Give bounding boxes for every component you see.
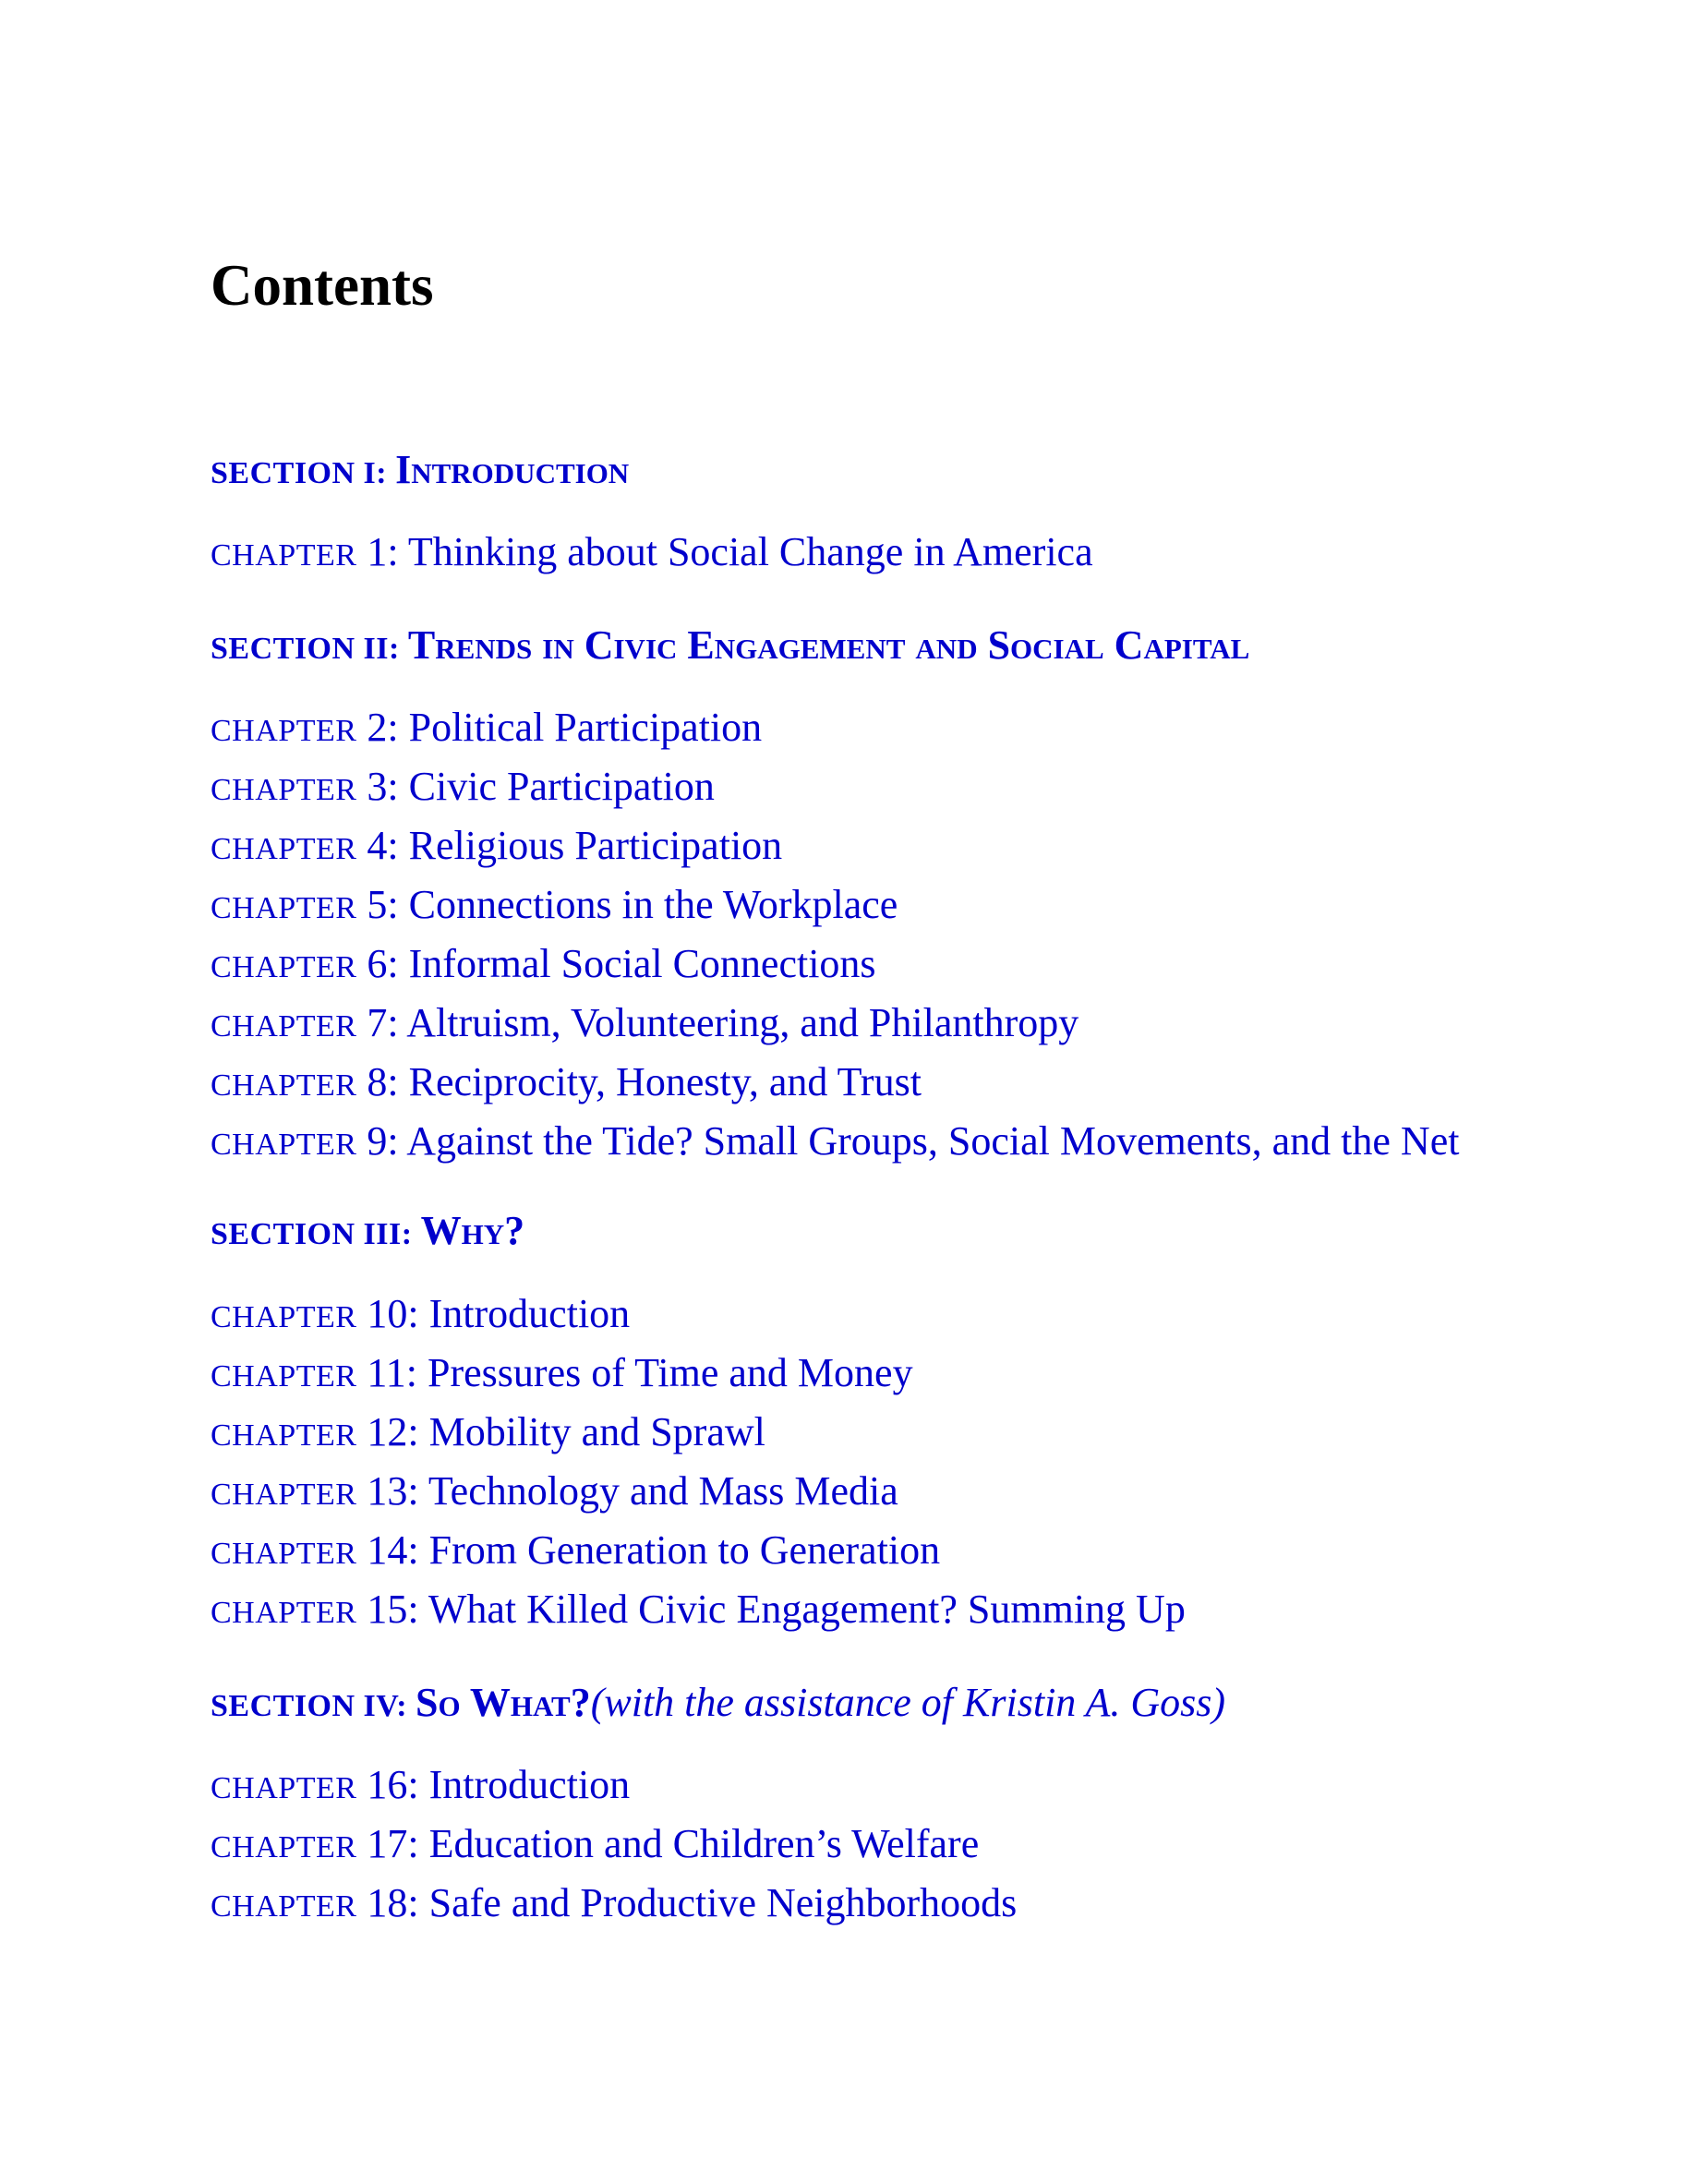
chapter-number: 16: (367, 1761, 419, 1807)
chapter-title: Against the Tide? Small Groups, Social Movements, and the Net (406, 1118, 1460, 1164)
chapter-number: 9: (367, 1118, 399, 1164)
chapter-number: 8: (367, 1059, 399, 1105)
contents-page (211, 0, 1466, 2184)
chapter-label: CHAPTER (211, 1477, 357, 1512)
chapter-label: CHAPTER (211, 1829, 357, 1864)
chapter-title: Political Participation (408, 705, 763, 751)
section-label: SECTION IV: (211, 1688, 408, 1723)
chapter-number: 14: (367, 1526, 419, 1573)
chapter-number: 11: (367, 1349, 418, 1395)
chapter-title: Education and Children’s Welfare (428, 1820, 980, 1866)
chapter-label: CHAPTER (211, 1068, 357, 1104)
chapter-link-4[interactable] (211, 818, 1466, 877)
chapter-title: What Killed Civic Engagement? Summing Up (428, 1586, 1186, 1632)
chapter-number: 1: (367, 529, 399, 575)
section-label: SECTION III: (211, 1217, 413, 1252)
chapter-link-17[interactable] (211, 1816, 1466, 1876)
section-heading-4[interactable] (211, 1676, 1466, 1729)
chapter-link-2[interactable] (211, 700, 1466, 759)
chapter-number: 2: (367, 705, 399, 751)
chapter-list (211, 1757, 1466, 1935)
chapter-link-10[interactable] (211, 1286, 1466, 1345)
section-title: Trends in Civic Engagement and Social Capital (407, 622, 1250, 669)
chapter-title: Connections in the Workplace (408, 882, 898, 928)
chapter-number: 6: (367, 941, 399, 987)
chapter-link-1[interactable] (211, 525, 1466, 584)
chapter-number: 13: (367, 1467, 419, 1514)
chapter-link-13[interactable] (211, 1464, 1466, 1523)
chapter-list (211, 525, 1466, 584)
chapter-link-15[interactable] (211, 1582, 1466, 1641)
chapter-label: CHAPTER (211, 832, 357, 867)
chapter-link-14[interactable] (211, 1523, 1466, 1582)
chapter-label: CHAPTER (211, 714, 357, 749)
chapter-list (211, 1286, 1466, 1641)
chapter-label: CHAPTER (211, 1009, 357, 1044)
chapter-link-16[interactable] (211, 1757, 1466, 1816)
chapter-title: Introduction (428, 1761, 631, 1807)
chapter-link-9[interactable] (211, 1117, 1466, 1169)
chapter-title: Safe and Productive Neighborhoods (428, 1879, 1018, 1925)
chapter-title: From Generation to Generation (428, 1526, 941, 1573)
chapter-number: 10: (367, 1290, 419, 1336)
chapter-label: CHAPTER (211, 1128, 357, 1163)
chapter-title: Introduction (428, 1290, 631, 1336)
chapter-number: 5: (367, 882, 399, 928)
chapter-link-7[interactable] (211, 995, 1466, 1055)
chapter-label: CHAPTER (211, 1358, 357, 1394)
chapter-title: Informal Social Connections (408, 941, 876, 987)
chapter-label: CHAPTER (211, 1770, 357, 1805)
section-label: SECTION II: (211, 632, 400, 667)
section-heading-1[interactable] (211, 443, 1466, 496)
chapter-label: CHAPTER (211, 773, 357, 808)
chapter-label: CHAPTER (211, 1595, 357, 1630)
chapter-number: 7: (367, 1000, 399, 1046)
chapter-label: CHAPTER (211, 1888, 357, 1924)
chapter-label: CHAPTER (211, 950, 357, 985)
chapter-label: CHAPTER (211, 1418, 357, 1453)
chapter-label: CHAPTER (211, 1299, 357, 1334)
section-heading-2[interactable] (211, 619, 1466, 671)
chapter-title: Thinking about Social Change in America (407, 529, 1093, 575)
section-title: Why? (420, 1208, 525, 1254)
section-note: (with the assistance of Kristin A. Goss) (590, 1679, 1226, 1725)
chapter-number: 12: (367, 1408, 419, 1454)
chapter-title: Altruism, Volunteering, and Philanthropy (406, 1000, 1079, 1046)
section-label: SECTION I: (211, 456, 388, 490)
chapter-link-3[interactable] (211, 759, 1466, 818)
chapter-title: Pressures of Time and Money (428, 1349, 913, 1395)
chapter-link-12[interactable] (211, 1405, 1466, 1464)
section-heading-3[interactable] (211, 1204, 1466, 1257)
chapter-number: 18: (367, 1879, 419, 1925)
chapter-label: CHAPTER (211, 1536, 357, 1571)
chapter-number: 4: (367, 823, 399, 869)
chapter-title: Religious Participation (408, 823, 783, 869)
chapter-number: 3: (367, 764, 399, 810)
chapter-link-8[interactable] (211, 1055, 1466, 1114)
chapter-list (211, 700, 1466, 1169)
chapter-link-11[interactable] (211, 1345, 1466, 1405)
chapter-title: Technology and Mass Media (428, 1467, 898, 1514)
section-title: So What? (416, 1679, 591, 1725)
chapter-label: CHAPTER (211, 538, 357, 573)
chapter-title: Mobility and Sprawl (428, 1408, 765, 1454)
chapter-link-18[interactable] (211, 1876, 1466, 1935)
chapter-number: 15: (367, 1586, 419, 1632)
page-title: Contents (211, 253, 434, 318)
chapter-number: 17: (367, 1820, 419, 1866)
section-title: Introduction (395, 447, 630, 492)
table-of-contents (211, 434, 1466, 1970)
chapter-link-6[interactable] (211, 936, 1466, 995)
chapter-title: Civic Participation (408, 764, 715, 810)
chapter-link-5[interactable] (211, 877, 1466, 936)
chapter-title: Reciprocity, Honesty, and Trust (408, 1059, 922, 1105)
chapter-label: CHAPTER (211, 891, 357, 926)
